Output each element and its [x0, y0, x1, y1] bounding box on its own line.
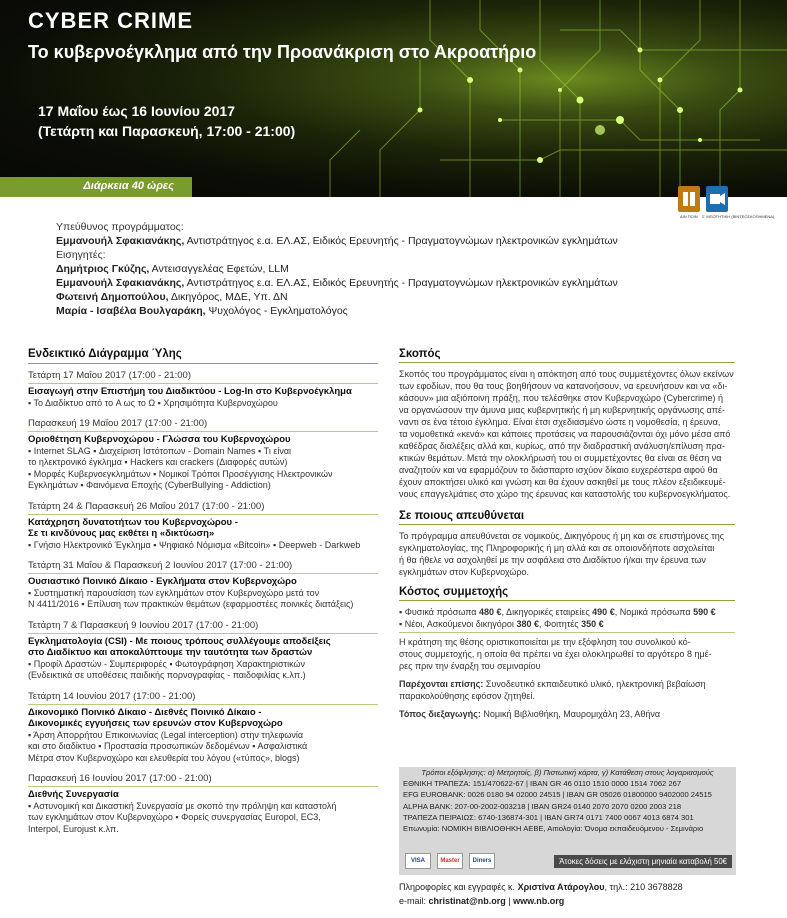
mastercard-icon: Master: [437, 853, 463, 869]
text-line: τα νομοθετικά «κενά» και κάποιες προτάσεις να παρουσιάζονται όχι μόνο μέσα από: [399, 429, 731, 439]
course-schedule: (Τετάρτη και Παρασκευή, 17:00 - 21:00): [38, 123, 296, 139]
payment-methods: Τρόποι εξόφλησης: α) Μετρητοίς, β) Πιστωτική κάρτα, γ) Κατάθεση στους λογαριασμούς: [421, 768, 714, 777]
contact-info: [399, 880, 683, 908]
session-title: Εισαγωγή στην Επιστήμη του Διαδικτύου - Log-In στο Κυβερνοέγκλημα: [28, 386, 352, 397]
purpose-heading: Σκοπός: [399, 348, 735, 363]
contact-line-1: Πληροφορίες και εγγραφές κ. Χριστίνα Ατάρογλου, τηλ.: 210 3678828: [399, 882, 683, 892]
reservation-text: [399, 636, 735, 672]
people-section: [56, 220, 776, 318]
text-line: ρες πριν την έναρξη του σεμιναρίου: [399, 661, 541, 671]
session-date: Τετάρτη 31 Μαΐου & Παρασκευή 2 Ιουνίου 2017 (17:00 - 21:00): [28, 559, 378, 574]
course-subtitle: Το κυβερνοέγκλημα από την Προανάκριση στο Ακροατήριο: [28, 42, 537, 62]
visa-icon: VISA: [405, 853, 431, 869]
session-title: Δικονομικές εγγυήσεις των ερευνών στον Κυβερνοχώρο: [28, 718, 283, 729]
text-line: κάσουν» μια αξιόποινη πράξη, που τελέσθηκε στον Κυβερνοχώρο (Cybercrime) ή: [399, 393, 724, 403]
audience-heading: Σε ποιους απευθύνεται: [399, 510, 735, 525]
text-line: νους επαγγελμάτιες στο χώρο της έρευνας και καταστολής του κυβερνοεγκλήματος.: [399, 489, 731, 499]
topic-line: Interpol, Eurojust κ.λπ.: [28, 823, 119, 834]
topic-line: ▪ Συστηματική παρουσίαση των εγκλημάτων στον Κυβερνοχώρο μετά τον: [28, 587, 320, 598]
text-line: αναζητούν και να εφαρμόζουν το διάσπαρτο ισχύον δίκαιο ευχερέστερα αφού θα: [399, 465, 718, 475]
card-logos: [405, 853, 515, 871]
syllabus-heading: Ενδεικτικό Διάγραμμα Ύλης: [28, 348, 378, 364]
session-topics: [28, 398, 378, 410]
extras-text: Παρέχονται επίσης: Συνοδευτικό εκπαιδευτικό υλικό, ηλεκτρονική βεβαίωση παρακολούθησης εφόσον ζητηθεί.: [399, 679, 706, 701]
text-line: των εφοδίων, που θα τους βοηθήσουν να κατανοήσουν, να ερευνήσουν και να «δι-: [399, 381, 728, 391]
cost-line-2: ▪ Νέοι, Ασκούμενοι δικηγόροι 380 €, Φοιτητές 350 €: [399, 618, 735, 633]
session-topics: [28, 659, 378, 682]
payee-info: Επωνυμία: ΝΟΜΙΚΗ ΒΙΒΛΙΟΘΗΚΗ ΑΕΒΕ, Αιτιολογία: Όνομα εκπαιδευόμενου - Σεμινάριο: [403, 824, 704, 834]
responsible-label: Υπεύθυνος προγράμματος:: [56, 221, 184, 233]
topic-line: (Ενδεικτικά σε υποθέσεις παιδικής πορνογραφίας - παιδοφιλίας κ.λπ.): [28, 670, 306, 680]
session-date: Τετάρτη 17 Μαΐου 2017 (17:00 - 21:00): [28, 369, 378, 384]
bank-account: EFG EUROBANK: 0026 0180 94 02000 24515 | IBAN GR 05026 01800000 9402000 24515: [403, 790, 712, 800]
session-title: Διεθνής Συνεργασία: [28, 789, 119, 800]
bank-account: ALPHA BANK: 207-00-2002-003218 | IBAN GR24 0140 2070 2070 0200 2003 218: [403, 801, 682, 811]
website-link[interactable]: www.nb.org: [513, 896, 565, 906]
session-title: στο Διαδίκτυο και αποκαλύπτουμε την ταυτότητα των δραστών: [28, 647, 313, 658]
purpose-text: [399, 368, 735, 500]
text-line: έχουν αποκτήσει υλικό και γνώση και θα έχουν ασκηθεί με τους πλέον εξειδικευμέ-: [399, 477, 726, 487]
speaker: Εμμανουήλ Σφακιανάκης, Αντιστράτηγος ε.α. ΕΛ.ΑΣ, Ειδικός Ερευνητής - Πραγματογνώμων ηλεκτρονικών εγκλημάτων: [56, 277, 618, 289]
installments-note: Άτοκες δόσεις με ελάχιστη μηνιαία καταβολή 50€: [554, 855, 732, 868]
responsible-person: Εμμανουήλ Σφακιανάκης, Αντιστράτηγος ε.α. ΕΛ.ΑΣ, Ειδικός Ερευνητής - Πραγματογνώμων ηλεκτρονικών εγκλημάτων: [56, 235, 618, 247]
topic-line: ▪ Άρση Απορρήτου Επικοινωνίας (Legal interception) στην τηλεφωνία: [28, 729, 304, 740]
session-topics: [28, 801, 378, 836]
audience-text: [399, 530, 735, 578]
cost-line-1: ▪ Φυσικά πρόσωπα 480 €, Δικηγορικές εταιρείες 490 €, Νομικά πρόσωπα 590 €: [399, 607, 716, 617]
topic-line: ▪ Το Διαδίκτυο από το A ως το Ω ▪ Χρησιμότητα Κυβερνοχώρου: [28, 397, 278, 408]
speakers-label: Εισηγητές:: [56, 249, 106, 261]
bank-account: ΤΡΑΠΕΖΑ ΠΕΙΡΑΙΩΣ: 6740-136874-301 | IBAN GR74 0171 7400 0067 4013 6874 301: [403, 812, 694, 822]
info-column: [399, 348, 735, 720]
cost-heading: Κόστος συμμετοχής: [399, 586, 735, 601]
speaker: Μαρία - Ισαβέλα Βουλγαράκη, Ψυχολόγος - Εγκληματολόγος: [56, 305, 348, 317]
text-line: να οργανώσουν την άμυνα μιας κυβερνητικής ή μη κυβερνητικής οργάνωσης απέ-: [399, 405, 725, 415]
session-topics: [28, 540, 378, 552]
session-title: Εγκληματολογία (CSI) - Με ποιους τρόπους συλλέγουμε αποδείξεις: [28, 635, 331, 647]
text-line: Το πρόγραμμα απευθύνεται σε νομικούς, Δικηγόρους ή μη και σε επιστήμονες της: [399, 531, 725, 541]
session-date: Παρασκευή 16 Ιουνίου 2017 (17:00 - 21:00): [28, 772, 378, 787]
course-dates: 17 Μαΐου έως 16 Ιουνίου 2017: [38, 103, 235, 119]
session-topics: [28, 588, 378, 611]
video-icon: [706, 186, 728, 212]
payment-box: [399, 767, 736, 875]
topic-line: ▪ Γνήσιο Ηλεκτρονικό Έγκλημα ▪ Ψηφιακό Νόμισμα «Bitcoin» ▪ Deepweb - Darkweb: [28, 539, 361, 550]
duration-label: Διάρκεια 40 ώρες: [83, 180, 174, 192]
text-line: κτικών θεμάτων. Μετά την ολοκλήρωσή του οι συμμετέχοντες θα είναι σε θέση να: [399, 453, 722, 463]
session-title: Δικονομικό Ποινικό Δίκαιο - Διεθνές Ποινικό Δίκαιο -: [28, 706, 262, 718]
syllabus-sessions: [28, 369, 378, 835]
badge-label-video: Σ' ΜΠΟΤΗΤΙΚΗ (ΒΙΝΤΕΟΣΚΟΠΗΜΕΝΑ): [702, 214, 775, 219]
duration-bar: [0, 177, 192, 197]
topic-line: το ηλεκτρονικό έγκλημα ▪ Hackers και crackers (Διαφορές αυτών): [28, 457, 288, 467]
text-line: ναντι σε ένα τέτοιο έγκλημα. Είναι έτσι σχεδιασμένο ώστε η νομοθεσία, η έρευνα,: [399, 417, 721, 427]
topic-line: των εγκλημάτων στον Κυβερνοχώρο ▪ Φορείς συνεργασίας Europol, EC3,: [28, 812, 321, 822]
venue-text: Τόπος διεξαγωγής: Νομική Βιβλιοθήκη, Μαυρομιχάλη 23, Αθήνα: [399, 709, 661, 719]
course-title: CYBER CRIME: [28, 8, 194, 33]
text-line: Η κράτηση της θέσης οριστικοποιείται με την εξόφληση του συνολικού κό-: [399, 637, 691, 647]
session-title: Κατάχρηση δυνατοτήτων του Κυβερνοχώρου -: [28, 516, 238, 528]
diners-icon: Diners: [469, 853, 495, 869]
session-date: Παρασκευή 19 Μαΐου 2017 (17:00 - 21:00): [28, 417, 378, 432]
bank-account: ΕΘΝΙΚΗ ΤΡΑΠΕΖΑ: 151/470622-67 | IBAN GR 46 0110 1510 0000 1514 7062 267: [403, 779, 682, 789]
session-date: Τετάρτη 7 & Παρασκευή 9 Ιουνίου 2017 (17:00 - 21:00): [28, 619, 378, 634]
text-line: εγκλημάτων στον Κυβερνοχώρο.: [399, 567, 529, 577]
topic-line: Ν 4411/2016 ▪ Επίλυση των πρακτικών θεμάτων (εφαρμοστέες ποινικές διατάξεις): [28, 599, 354, 609]
session-title: Σε τι κινδύνους μας εκθέτει η «δικτύωση»: [28, 528, 215, 539]
session-date: Τετάρτη 14 Ιουνίου 2017 (17:00 - 21:00): [28, 690, 378, 705]
topic-line: ▪ Μορφές Κυβερνοεγκλημάτων ▪ Νομικοί Τρόποι Προσέγγισης Ηλεκτρονικών: [28, 468, 333, 479]
badge-label-book: AIN ΠΟΙΝ: [680, 214, 698, 219]
topic-line: Εγκλημάτων ▪ Φαινόμενα Εποχής (CyberBullying - Addiction): [28, 480, 271, 490]
topic-line: και στο διαδίκτυο ▪ Προστασία προσωπικών δεδομένων ▪ Ασφαλιστικά: [28, 741, 308, 751]
topic-line: ▪ Προφίλ Δραστών - Συμπεριφορές ▪ Φωτογράφηση Χαρακτηριστικών: [28, 658, 305, 669]
text-line: ή θα ήθελε να ασχοληθεί με την ασφάλεια στο Διαδίκτυο ή/και την έρευνα των: [399, 555, 706, 565]
text-line: στους συμμετοχής, η οποία θα πρέπει να έχει ολοκληρωθεί το αργότερο 8 ημέ-: [399, 649, 712, 659]
text-line: Σκοπός του προγράμματος είναι η απόκτηση από τους συμμετέχοντες όλων εκείνων: [399, 369, 734, 379]
book-icon: [678, 186, 700, 212]
session-date: Τετάρτη 24 & Παρασκευή 26 Μαΐου 2017 (17:00 - 21:00): [28, 500, 378, 515]
text-line: καθέδρας διαλέξεις αλλά και, κυρίως, από την διαδραστική ανάλυση/επίλυση πρα-: [399, 441, 725, 451]
text-line: εγκληματολογίας, της Πληροφορικής ή μη αλλά και σε οποιονδήποτε ασχολείται: [399, 543, 715, 553]
session-title: Ουσιαστικό Ποινικό Δίκαιο - Εγκλήματα στον Κυβερνοχώρο: [28, 576, 297, 587]
topic-line: ▪ Internet SLAG ▪ Διαχείριση Ιστότοπων - Domain Names ▪ Τι είναι: [28, 445, 292, 456]
topic-line: ▪ Αστυνομική και Δικαστική Συνεργασία με σκοπό την πρόληψη και καταστολή: [28, 800, 337, 811]
speaker: Δημήτριος Γκύζης, Αντεισαγγελέας Εφετών, LLM: [56, 263, 289, 275]
session-topics: [28, 730, 378, 765]
contact-line-2: e-mail: christinat@nb.org | www.nb.org: [399, 896, 565, 906]
topic-line: Μέτρα στον Κυβερνοχώρο και ελευθερία του λόγου («τύπος», blogs): [28, 752, 300, 763]
syllabus-column: [28, 348, 378, 843]
hero-banner: [0, 0, 787, 197]
speaker: Φωτεινή Δημοπούλου, Δικηγόρος, ΜΔΕ, Υπ. ΔΝ: [56, 291, 288, 303]
session-topics: [28, 446, 378, 492]
session-title: Οριοθέτηση Κυβερνοχώρου - Γλώσσα του Κυβερνοχώρου: [28, 434, 291, 445]
email-link[interactable]: christinat@nb.org: [428, 896, 506, 906]
